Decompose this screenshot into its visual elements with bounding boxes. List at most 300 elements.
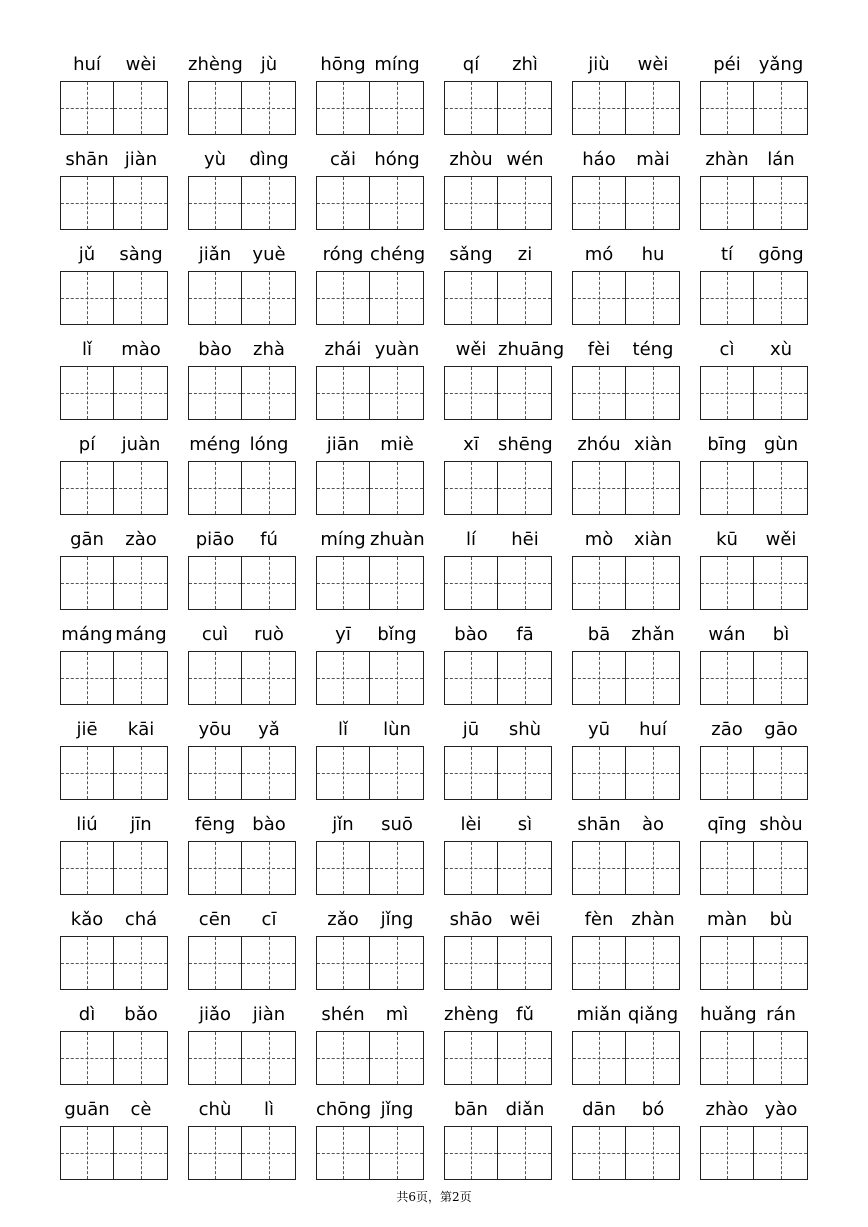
guide-line-vertical bbox=[471, 272, 472, 324]
writing-box[interactable] bbox=[188, 271, 242, 325]
word-cell bbox=[572, 147, 680, 231]
writing-box[interactable] bbox=[444, 841, 498, 895]
guide-line-vertical bbox=[525, 367, 526, 419]
guide-line-vertical bbox=[87, 652, 88, 704]
pinyin-row bbox=[188, 907, 296, 933]
word-cell bbox=[700, 147, 808, 231]
pinyin-syllable: qí bbox=[462, 54, 480, 75]
pinyin-syllable: fēng bbox=[194, 814, 236, 835]
pinyin-syllable: xiàn bbox=[633, 434, 673, 455]
pinyin-row bbox=[316, 812, 424, 838]
pinyin-syllable: mì bbox=[385, 1004, 409, 1025]
guide-line-vertical bbox=[599, 367, 600, 419]
writing-box[interactable] bbox=[572, 556, 626, 610]
pinyin-syllable: pí bbox=[78, 434, 96, 455]
word-cell bbox=[572, 622, 680, 706]
writing-box[interactable] bbox=[188, 81, 242, 135]
writing-box[interactable] bbox=[754, 271, 808, 325]
pinyin-syllable: shòu bbox=[759, 814, 803, 835]
guide-line-vertical bbox=[653, 1032, 654, 1084]
writing-box[interactable] bbox=[572, 746, 626, 800]
writing-box[interactable] bbox=[242, 651, 296, 705]
guide-line-vertical bbox=[397, 652, 398, 704]
word-cell bbox=[316, 337, 424, 421]
pinyin-syllable: bǐng bbox=[377, 624, 417, 645]
writing-box[interactable] bbox=[242, 841, 296, 895]
page-footer: 共6页，第2页 bbox=[396, 1190, 472, 1204]
writing-box[interactable] bbox=[370, 556, 424, 610]
writing-box[interactable] bbox=[188, 366, 242, 420]
guide-line-vertical bbox=[727, 82, 728, 134]
writing-box[interactable] bbox=[754, 176, 808, 230]
writing-box[interactable] bbox=[498, 1031, 552, 1085]
guide-line-vertical bbox=[141, 557, 142, 609]
writing-box[interactable] bbox=[498, 936, 552, 990]
writing-box[interactable] bbox=[370, 461, 424, 515]
writing-box[interactable] bbox=[188, 841, 242, 895]
pinyin-row bbox=[572, 147, 680, 173]
pinyin-syllable: téng bbox=[632, 339, 674, 360]
writing-box[interactable] bbox=[370, 81, 424, 135]
writing-box[interactable] bbox=[626, 936, 680, 990]
pinyin-syllable: bān bbox=[454, 1099, 488, 1120]
pinyin-row bbox=[444, 1002, 552, 1028]
writing-box[interactable] bbox=[626, 651, 680, 705]
guide-line-vertical bbox=[599, 1127, 600, 1179]
writing-box[interactable] bbox=[242, 556, 296, 610]
writing-box[interactable] bbox=[114, 1126, 168, 1180]
writing-box[interactable] bbox=[498, 176, 552, 230]
writing-box[interactable] bbox=[316, 176, 370, 230]
word-cell bbox=[572, 717, 680, 801]
pinyin-syllable: fǔ bbox=[516, 1004, 534, 1025]
writing-box[interactable] bbox=[316, 556, 370, 610]
word-cell bbox=[572, 1002, 680, 1086]
pinyin-syllable: hóng bbox=[374, 149, 420, 170]
writing-box[interactable] bbox=[700, 1126, 754, 1180]
pinyin-row bbox=[60, 907, 168, 933]
pinyin-syllable: jiàn bbox=[124, 149, 158, 170]
writing-box[interactable] bbox=[626, 176, 680, 230]
writing-box[interactable] bbox=[754, 556, 808, 610]
writing-box[interactable] bbox=[444, 1031, 498, 1085]
guide-line-vertical bbox=[781, 177, 782, 229]
writing-box[interactable] bbox=[60, 556, 114, 610]
writing-box[interactable] bbox=[572, 271, 626, 325]
writing-box[interactable] bbox=[754, 841, 808, 895]
writing-box[interactable] bbox=[572, 461, 626, 515]
guide-line-vertical bbox=[397, 1127, 398, 1179]
writing-box[interactable] bbox=[60, 176, 114, 230]
writing-box[interactable] bbox=[114, 936, 168, 990]
guide-line-vertical bbox=[141, 462, 142, 514]
writing-box[interactable] bbox=[700, 176, 754, 230]
writing-box[interactable] bbox=[572, 936, 626, 990]
pinyin-row bbox=[444, 812, 552, 838]
pinyin-syllable: rán bbox=[766, 1004, 796, 1025]
guide-line-vertical bbox=[87, 557, 88, 609]
pinyin-row bbox=[700, 527, 808, 553]
pinyin-syllable: mò bbox=[584, 529, 614, 550]
pinyin-row bbox=[700, 717, 808, 743]
writing-box[interactable] bbox=[242, 1031, 296, 1085]
writing-box[interactable] bbox=[626, 556, 680, 610]
pinyin-row bbox=[316, 432, 424, 458]
writing-box[interactable] bbox=[370, 1031, 424, 1085]
pinyin-syllable: bā bbox=[587, 624, 611, 645]
pinyin-syllable: sǎng bbox=[449, 244, 493, 265]
writing-box[interactable] bbox=[498, 556, 552, 610]
guide-line-vertical bbox=[87, 82, 88, 134]
word-cell bbox=[444, 242, 552, 326]
writing-box[interactable] bbox=[444, 366, 498, 420]
writing-box[interactable] bbox=[242, 936, 296, 990]
pinyin-syllable: guān bbox=[64, 1099, 110, 1120]
writing-box[interactable] bbox=[242, 271, 296, 325]
writing-box[interactable] bbox=[754, 366, 808, 420]
writing-box[interactable] bbox=[316, 746, 370, 800]
writing-box[interactable] bbox=[444, 556, 498, 610]
writing-box[interactable] bbox=[114, 1031, 168, 1085]
pinyin-row bbox=[444, 622, 552, 648]
pinyin-row bbox=[444, 337, 565, 363]
writing-box[interactable] bbox=[572, 1031, 626, 1085]
pinyin-row bbox=[444, 147, 552, 173]
pinyin-syllable: jiàn bbox=[252, 1004, 286, 1025]
word-cell bbox=[60, 622, 168, 706]
pinyin-syllable: yōu bbox=[198, 719, 232, 740]
word-cell bbox=[572, 432, 680, 516]
pinyin-row bbox=[188, 432, 296, 458]
pinyin-syllable: zhàn bbox=[705, 149, 749, 170]
writing-box[interactable] bbox=[498, 81, 552, 135]
writing-box[interactable] bbox=[60, 366, 114, 420]
guide-line-vertical bbox=[471, 1127, 472, 1179]
writing-box[interactable] bbox=[754, 746, 808, 800]
writing-box[interactable] bbox=[114, 746, 168, 800]
pinyin-syllable: bì bbox=[772, 624, 790, 645]
writing-box[interactable] bbox=[316, 271, 370, 325]
pinyin-row bbox=[700, 337, 808, 363]
pinyin-syllable: shēng bbox=[498, 434, 553, 455]
writing-box[interactable] bbox=[572, 176, 626, 230]
writing-box[interactable] bbox=[700, 651, 754, 705]
writing-box[interactable] bbox=[60, 936, 114, 990]
writing-box[interactable] bbox=[370, 176, 424, 230]
writing-box[interactable] bbox=[700, 841, 754, 895]
writing-box[interactable] bbox=[60, 841, 114, 895]
writing-box[interactable] bbox=[498, 461, 552, 515]
pinyin-row bbox=[60, 1002, 168, 1028]
pinyin-syllable: zhàn bbox=[631, 909, 675, 930]
guide-line-vertical bbox=[653, 557, 654, 609]
writing-box[interactable] bbox=[754, 461, 808, 515]
pinyin-syllable: bīng bbox=[707, 434, 747, 455]
writing-box[interactable] bbox=[60, 651, 114, 705]
writing-box[interactable] bbox=[188, 1031, 242, 1085]
writing-box[interactable] bbox=[572, 366, 626, 420]
writing-box[interactable] bbox=[754, 936, 808, 990]
writing-box[interactable] bbox=[700, 746, 754, 800]
guide-line-vertical bbox=[599, 177, 600, 229]
writing-box[interactable] bbox=[700, 271, 754, 325]
writing-box[interactable] bbox=[316, 841, 370, 895]
writing-box[interactable] bbox=[754, 651, 808, 705]
guide-line-vertical bbox=[471, 557, 472, 609]
pinyin-syllable: róng bbox=[322, 244, 364, 265]
pinyin-syllable: fèn bbox=[584, 909, 614, 930]
writing-box[interactable] bbox=[370, 1126, 424, 1180]
writing-box[interactable] bbox=[316, 1031, 370, 1085]
pinyin-syllable: cì bbox=[719, 339, 735, 360]
pinyin-row bbox=[444, 52, 552, 78]
writing-box[interactable] bbox=[60, 1031, 114, 1085]
guide-line-vertical bbox=[471, 747, 472, 799]
writing-box[interactable] bbox=[188, 176, 242, 230]
writing-box[interactable] bbox=[188, 746, 242, 800]
guide-line-vertical bbox=[343, 177, 344, 229]
pinyin-syllable: fú bbox=[260, 529, 278, 550]
pinyin-syllable: fā bbox=[516, 624, 534, 645]
pinyin-row bbox=[60, 717, 168, 743]
word-cell bbox=[60, 527, 168, 611]
writing-box[interactable] bbox=[626, 841, 680, 895]
writing-box[interactable] bbox=[242, 366, 296, 420]
writing-box[interactable] bbox=[444, 1126, 498, 1180]
pinyin-syllable: zhào bbox=[705, 1099, 749, 1120]
pinyin-syllable: zhóu bbox=[577, 434, 621, 455]
pinyin-syllable: shù bbox=[508, 719, 542, 740]
pinyin-syllable: péi bbox=[713, 54, 741, 75]
writing-box[interactable] bbox=[754, 1126, 808, 1180]
pinyin-row bbox=[188, 1097, 296, 1123]
writing-box[interactable] bbox=[114, 461, 168, 515]
writing-box[interactable] bbox=[754, 1031, 808, 1085]
writing-box[interactable] bbox=[242, 81, 296, 135]
pinyin-row bbox=[316, 242, 424, 268]
pinyin-syllable: cī bbox=[261, 909, 277, 930]
writing-box[interactable] bbox=[114, 271, 168, 325]
writing-box[interactable] bbox=[498, 366, 552, 420]
writing-box[interactable] bbox=[60, 271, 114, 325]
pinyin-row bbox=[60, 52, 168, 78]
guide-line-vertical bbox=[525, 272, 526, 324]
pinyin-row bbox=[700, 147, 808, 173]
writing-box[interactable] bbox=[370, 271, 424, 325]
word-cell bbox=[444, 717, 552, 801]
pinyin-row bbox=[700, 432, 808, 458]
guide-line-vertical bbox=[727, 747, 728, 799]
writing-box[interactable] bbox=[626, 1031, 680, 1085]
writing-box[interactable] bbox=[700, 1031, 754, 1085]
pinyin-syllable: yuàn bbox=[374, 339, 420, 360]
writing-box[interactable] bbox=[60, 1126, 114, 1180]
writing-box[interactable] bbox=[114, 841, 168, 895]
writing-box[interactable] bbox=[572, 1126, 626, 1180]
writing-box[interactable] bbox=[572, 81, 626, 135]
writing-box[interactable] bbox=[242, 1126, 296, 1180]
word-cell bbox=[60, 52, 168, 136]
writing-box[interactable] bbox=[60, 746, 114, 800]
writing-box[interactable] bbox=[316, 1126, 370, 1180]
writing-box[interactable] bbox=[626, 366, 680, 420]
guide-line-vertical bbox=[141, 1127, 142, 1179]
pinyin-syllable: mài bbox=[636, 149, 670, 170]
writing-box[interactable] bbox=[700, 81, 754, 135]
writing-box[interactable] bbox=[444, 461, 498, 515]
writing-box[interactable] bbox=[60, 81, 114, 135]
word-cell bbox=[316, 622, 424, 706]
guide-line-vertical bbox=[599, 1032, 600, 1084]
guide-line-vertical bbox=[269, 747, 270, 799]
pinyin-syllable: jiān bbox=[326, 434, 360, 455]
pinyin-syllable: gāo bbox=[764, 719, 798, 740]
writing-box[interactable] bbox=[572, 651, 626, 705]
writing-box[interactable] bbox=[700, 461, 754, 515]
writing-box[interactable] bbox=[700, 556, 754, 610]
guide-line-vertical bbox=[653, 747, 654, 799]
pinyin-syllable: dì bbox=[78, 1004, 96, 1025]
pinyin-syllable: diǎn bbox=[505, 1099, 545, 1120]
writing-box[interactable] bbox=[370, 651, 424, 705]
writing-box[interactable] bbox=[316, 461, 370, 515]
writing-box[interactable] bbox=[188, 936, 242, 990]
pinyin-syllable: sì bbox=[517, 814, 533, 835]
writing-box[interactable] bbox=[188, 651, 242, 705]
pinyin-syllable: bào bbox=[454, 624, 488, 645]
writing-box[interactable] bbox=[626, 81, 680, 135]
word-cell bbox=[572, 242, 680, 326]
word-cell bbox=[316, 147, 424, 231]
writing-box[interactable] bbox=[444, 81, 498, 135]
guide-line-vertical bbox=[599, 652, 600, 704]
guide-line-vertical bbox=[343, 272, 344, 324]
writing-box[interactable] bbox=[114, 366, 168, 420]
pinyin-row bbox=[60, 812, 168, 838]
word-cell bbox=[444, 527, 552, 611]
guide-line-vertical bbox=[525, 747, 526, 799]
pinyin-syllable: zhèng bbox=[188, 54, 243, 75]
guide-line-vertical bbox=[215, 1032, 216, 1084]
pinyin-syllable: zhòu bbox=[449, 149, 493, 170]
writing-box[interactable] bbox=[188, 1126, 242, 1180]
pinyin-row bbox=[572, 717, 680, 743]
guide-line-vertical bbox=[525, 652, 526, 704]
writing-box[interactable] bbox=[444, 651, 498, 705]
pinyin-syllable: zhuàn bbox=[370, 529, 425, 550]
writing-box[interactable] bbox=[626, 746, 680, 800]
writing-box[interactable] bbox=[114, 556, 168, 610]
writing-box[interactable] bbox=[444, 176, 498, 230]
writing-box[interactable] bbox=[700, 366, 754, 420]
word-cell bbox=[188, 147, 296, 231]
guide-line-vertical bbox=[653, 652, 654, 704]
writing-box[interactable] bbox=[242, 461, 296, 515]
writing-box[interactable] bbox=[316, 651, 370, 705]
pinyin-syllable: lǐ bbox=[337, 719, 348, 740]
writing-box[interactable] bbox=[572, 841, 626, 895]
guide-line-vertical bbox=[87, 1032, 88, 1084]
writing-box[interactable] bbox=[114, 81, 168, 135]
pinyin-row bbox=[188, 52, 296, 78]
writing-box[interactable] bbox=[370, 936, 424, 990]
writing-box[interactable] bbox=[498, 841, 552, 895]
guide-line-vertical bbox=[141, 177, 142, 229]
pinyin-syllable: miǎn bbox=[576, 1004, 622, 1025]
writing-box[interactable] bbox=[498, 271, 552, 325]
word-cell bbox=[444, 52, 552, 136]
writing-box[interactable] bbox=[626, 271, 680, 325]
pinyin-syllable: gōng bbox=[758, 244, 804, 265]
guide-line-vertical bbox=[87, 1127, 88, 1179]
writing-box[interactable] bbox=[498, 746, 552, 800]
writing-box[interactable] bbox=[114, 651, 168, 705]
pinyin-row bbox=[700, 812, 808, 838]
writing-box[interactable] bbox=[626, 461, 680, 515]
writing-box[interactable] bbox=[498, 651, 552, 705]
writing-box[interactable] bbox=[114, 176, 168, 230]
writing-box[interactable] bbox=[316, 81, 370, 135]
writing-box[interactable] bbox=[370, 746, 424, 800]
writing-box[interactable] bbox=[188, 461, 242, 515]
pinyin-syllable: zi bbox=[517, 244, 533, 265]
guide-line-vertical bbox=[653, 177, 654, 229]
guide-line-vertical bbox=[727, 842, 728, 894]
pinyin-syllable: juàn bbox=[121, 434, 161, 455]
writing-box[interactable] bbox=[60, 461, 114, 515]
guide-line-vertical bbox=[87, 937, 88, 989]
writing-box[interactable] bbox=[700, 936, 754, 990]
pinyin-row bbox=[700, 907, 808, 933]
writing-box[interactable] bbox=[188, 556, 242, 610]
pinyin-row bbox=[572, 432, 680, 458]
guide-line-vertical bbox=[525, 462, 526, 514]
writing-box[interactable] bbox=[370, 366, 424, 420]
guide-line-vertical bbox=[653, 842, 654, 894]
guide-line-vertical bbox=[269, 1032, 270, 1084]
writing-box[interactable] bbox=[316, 936, 370, 990]
pinyin-syllable: xù bbox=[769, 339, 793, 360]
writing-box[interactable] bbox=[316, 366, 370, 420]
pinyin-syllable: méng bbox=[189, 434, 241, 455]
writing-box[interactable] bbox=[444, 746, 498, 800]
pinyin-syllable: zhì bbox=[512, 54, 538, 75]
writing-box[interactable] bbox=[444, 271, 498, 325]
guide-line-vertical bbox=[141, 747, 142, 799]
pinyin-row bbox=[572, 1097, 680, 1123]
pinyin-row bbox=[188, 147, 296, 173]
writing-box[interactable] bbox=[754, 81, 808, 135]
writing-box[interactable] bbox=[626, 1126, 680, 1180]
writing-box[interactable] bbox=[242, 176, 296, 230]
word-cell bbox=[700, 52, 808, 136]
pinyin-syllable: mó bbox=[584, 244, 614, 265]
writing-box[interactable] bbox=[498, 1126, 552, 1180]
word-cell bbox=[60, 147, 168, 231]
pinyin-row bbox=[188, 242, 296, 268]
pinyin-row bbox=[572, 812, 680, 838]
pinyin-syllable: huí bbox=[73, 54, 101, 75]
writing-box[interactable] bbox=[444, 936, 498, 990]
word-cell bbox=[188, 622, 296, 706]
pinyin-row bbox=[60, 527, 168, 553]
writing-box[interactable] bbox=[370, 841, 424, 895]
writing-box[interactable] bbox=[242, 746, 296, 800]
guide-line-vertical bbox=[727, 272, 728, 324]
guide-line-vertical bbox=[781, 272, 782, 324]
guide-line-vertical bbox=[727, 1127, 728, 1179]
pinyin-syllable: wěi bbox=[765, 529, 797, 550]
